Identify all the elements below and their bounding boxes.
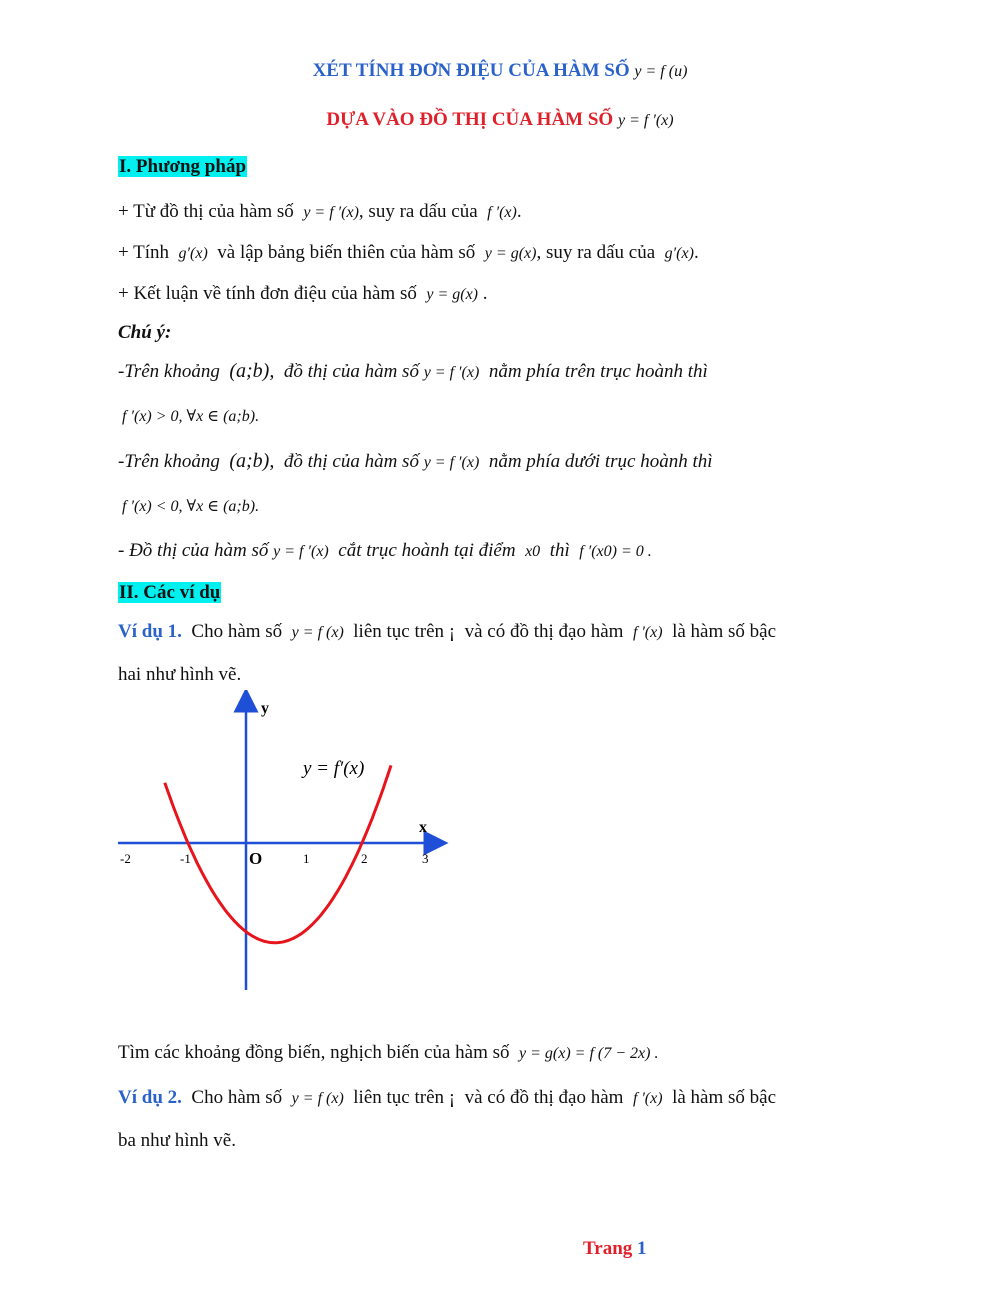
note-1-result: f ′(x) > 0, ∀x ∈ (a;b). [122,408,260,425]
note-1: -Trên khoảng (a;b), đồ thị của hàm số y = f ′(x) nằm phía trên trục hoành thì [118,360,708,382]
example-2-line2: ba như hình vẽ. [118,1130,236,1151]
method-step-2: + Tính g′(x) và lập bảng biến thiên của hàm số y = g(x), suy ra dấu của g′(x). [118,242,699,263]
document-subtitle [0,109,1000,131]
y-axis-label: y [261,700,269,717]
section-heading-method: I. Phương pháp [119,156,247,177]
note-heading: Chú ý: [118,322,172,343]
document-title [0,60,1000,82]
x-axis-label: x [419,819,427,836]
example-1-question: Tìm các khoảng đồng biến, nghịch biến của hàm số y = g(x) = f (7 − 2x) . [118,1042,659,1063]
example-2-label: Ví dụ 2. [118,1087,182,1108]
example-1-line2: hai như hình vẽ. [118,664,242,685]
x-tick-1: 1 [303,851,310,866]
method-step-3: + Kết luận về tính đơn điệu của hàm số y = g(x) . [118,283,488,304]
note-3: - Đồ thị của hàm số y = f ′(x) cắt trục hoành tại điểm x0 thì f ′(x0) = 0 . [118,540,652,561]
section-heading-examples: II. Các ví dụ [119,582,221,603]
subtitle-text: DỰA VÀO ĐỒ THỊ CỦA HÀM SỐ [326,109,614,130]
note-2: -Trên khoảng (a;b), đồ thị của hàm số y = f ′(x) nằm phía dưới trục hoành thì [118,450,713,472]
x-tick-2: 2 [361,851,368,866]
origin-label: O [249,849,263,868]
example-1-label: Ví dụ 1. [118,621,182,642]
x-tick-minus-1: -1 [180,851,191,866]
page-number: Trang 1 [583,1238,647,1259]
title-formula: y = f (u) [634,63,688,80]
example-2: Ví dụ 2. Cho hàm số y = f (x) liên tục trên ¡ và có đồ thị đạo hàm f '(x) là hàm số bậc [118,1087,776,1108]
derivative-graph [110,690,450,995]
example-1: Ví dụ 1. Cho hàm số y = f (x) liên tục trên ¡ và có đồ thị đạo hàm f '(x) là hàm số bậc [118,621,776,642]
subtitle-formula: y = f ′(x) [617,112,674,129]
note-2-result: f ′(x) < 0, ∀x ∈ (a;b). [122,498,260,515]
curve-label: y = f′(x) [303,758,365,779]
x-tick-3: 3 [422,851,429,866]
x-tick-minus-2: -2 [120,851,131,866]
derivative-curve [165,765,391,942]
title-text: XÉT TÍNH ĐƠN ĐIỆU CỦA HÀM SỐ [312,60,630,81]
method-step-1: + Từ đồ thị của hàm số y = f ′(x), suy ra dấu của f ′(x). [118,201,522,222]
